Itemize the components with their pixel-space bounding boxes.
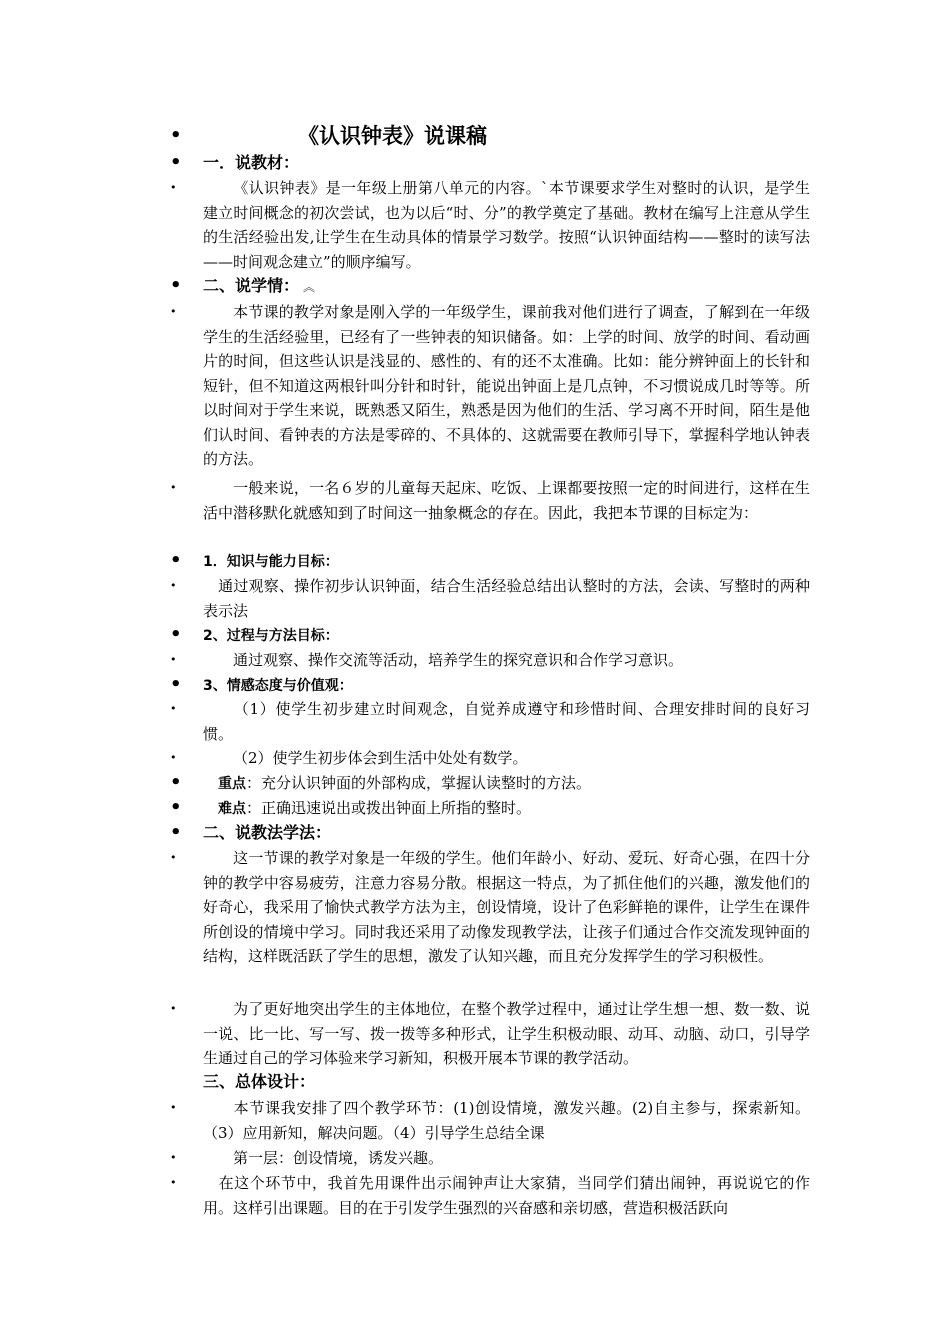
paragraph-students-2 <box>170 476 810 525</box>
goal-3-heading <box>170 673 810 699</box>
bullet: • <box>170 305 177 318</box>
paragraph-textbook <box>170 176 810 274</box>
title-line <box>170 124 810 151</box>
difficulty-label: 难点 <box>218 801 246 817</box>
heading-text: 二、说学情： <box>203 276 300 295</box>
bullet: • <box>170 1176 177 1189</box>
bullet: • <box>170 181 177 194</box>
key-point-line <box>170 771 810 797</box>
paragraph-text: 《认识钟表》是一年级上册第八单元的内容。`本节课要求学生对整时的认识，是学生建立时间概念的初次尝试，也为以后“时、分”的教学奠定了基础。教材在编写上注意从学生的生活经验出发,让学生在生动具体的情景学习数学。按照“认识钟面结构——整时的读写法——时间观念建立”的顺序编写。 <box>203 179 810 271</box>
bullet: • <box>170 152 182 173</box>
bullet: • <box>170 1002 177 1015</box>
goal-1-text <box>170 574 810 623</box>
paragraph-text: 在这个环节中，我首先用课件出示闹钟声让大家猜，当同学们猜出闹钟，再说说它的作用。这样引出课题。目的在于引发学生强烈的兴奋感和亲切感，营造积极活跃向 <box>203 1174 810 1217</box>
section-heading-methods <box>170 821 810 846</box>
bullet: • <box>170 702 177 715</box>
paragraph-text: 这一节课的教学对象是一年级的学生。他们年龄小、好动、爱玩、好奇心强，在四十分钟的教学中容易疲劳，注意力容易分散。根据这一特点，为了抓住他们的兴趣，激发他们的好奇心，我采用了愉快式教学方法为主，创设情境，设计了色彩鲜艳的课件，让学生在课件所创设的情境中学习。同时我还采用了动像发现教学法，让孩子们通过合作交流发现钟面的结构，这样既活跃了学生的思想，激发了认知兴趣，而且充分发挥学生的学习积极性。 <box>203 849 810 965</box>
bullet: • <box>170 674 182 695</box>
bullet: • <box>170 797 182 818</box>
bullet: • <box>170 1101 177 1114</box>
paragraph-text: 为了更好地突出学生的主体地位，在整个教学过程中，通过让学生想一想、数一数、说一说、比一比、写一写、拨一拨等多种形式，让学生积极动眼、动耳、动脑、动口，引导学生通过自己的学习体验来学习新知，积极开展本节课的教学活动。 <box>203 1000 810 1067</box>
key-point-text: ：充分认识钟面的外部构成，掌握认读整时的方法。 <box>246 774 592 792</box>
paragraph-text: 一般来说，一名６岁的儿童每天起床、吃饭、上课都要按照一定的时间进行，这样在生活中潜移默化就感知到了时间这一抽象概念的存在。因此，我把本节课的目标定为： <box>203 479 810 522</box>
caret-up-icon: ︽ <box>303 279 316 294</box>
section-heading-textbook <box>170 151 810 176</box>
paragraph-text: 通过观察、操作初步认识钟面，结合生活经验总结出认整时的方法，会读、写整时的两种表示法 <box>203 577 810 620</box>
goal-3-text-1 <box>170 697 810 746</box>
heading-text: 二、说教法学法： <box>203 823 332 842</box>
bullet: • <box>170 653 177 666</box>
paragraph-text: （1）使学生初步建立时间观念，自觉养成遵守和珍惜时间、合理安排时间的良好习惯。 <box>203 700 810 743</box>
goal-3-text-2 <box>170 746 810 771</box>
bullet: • <box>170 1151 177 1164</box>
bullet: • <box>170 751 177 764</box>
difficulty-line <box>170 796 810 822</box>
key-point-label: 重点 <box>218 776 246 792</box>
goal-1-heading <box>170 549 810 575</box>
difficulty-text: ：正确迅速说出或拨出钟面上所指的整时。 <box>246 799 532 817</box>
heading-text: 1．知识与能力目标： <box>203 554 339 570</box>
bullet: • <box>170 624 182 645</box>
document-title: 《认识钟表》说课稿 <box>298 124 487 148</box>
bullet: • <box>170 579 177 592</box>
heading-text: 3、情感态度与价值观： <box>203 678 353 694</box>
paragraph-text: （2）使学生初步体会到生活中处处有数学。 <box>233 749 528 767</box>
section-heading-design <box>170 1070 810 1095</box>
paragraph-text: 本节课的教学对象是刚入学的一年级学生，课前我对他们进行了调查，了解到在一年级学生的生活经验里，已经有了一些钟表的知识储备。如：上学的时间、放学的时间、看动画片的时间，但这些认识是浅显的、感性的、有的还不太准确。比如：能分辨钟面上的长针和短针，但不知道这两根针叫分针和时针，能说出钟面上是几点钟，不习惯说成几时等等。所以时间对于学生来说，既熟悉又陌生，熟悉是因为他们的生活、学习离不开时间，陌生是他们认时间、看钟表的方法是零碎的、不具体的、这就需要在教师引导下，掌握科学地认钟表的方法。 <box>203 303 810 468</box>
goal-2-heading <box>170 623 810 649</box>
paragraph-design-1 <box>170 1096 810 1145</box>
bullet: • <box>170 772 182 793</box>
paragraph-methods-1 <box>170 846 810 969</box>
paragraph-text: 第一层：创设情境，诱发兴趣。 <box>233 1149 444 1167</box>
paragraph-students-1 <box>170 300 810 472</box>
bullet: • <box>170 125 182 146</box>
heading-text: 三、总体设计： <box>203 1072 316 1091</box>
section-heading-students <box>170 274 810 299</box>
bullet: • <box>170 275 182 296</box>
heading-text: 2、过程与方法目标： <box>203 628 339 644</box>
paragraph-design-2 <box>170 1146 810 1171</box>
bullet: • <box>170 822 182 843</box>
bullet: • <box>170 550 182 571</box>
paragraph-design-3 <box>170 1171 810 1220</box>
bullet: • <box>170 851 177 864</box>
goal-2-text <box>170 648 810 673</box>
paragraph-text: 通过观察、操作交流等活动，培养学生的探究意识和合作学习意识。 <box>233 651 684 669</box>
paragraph-methods-2 <box>170 997 810 1071</box>
heading-text: 一．说教材： <box>203 153 300 172</box>
bullet: • <box>170 481 177 494</box>
paragraph-text: 本节课我安排了四个教学环节：(1)创设情境，激发兴趣。(2)自主参与，探索新知。（3）应用新知，解决问题。（4）引导学生总结全课 <box>203 1099 810 1142</box>
